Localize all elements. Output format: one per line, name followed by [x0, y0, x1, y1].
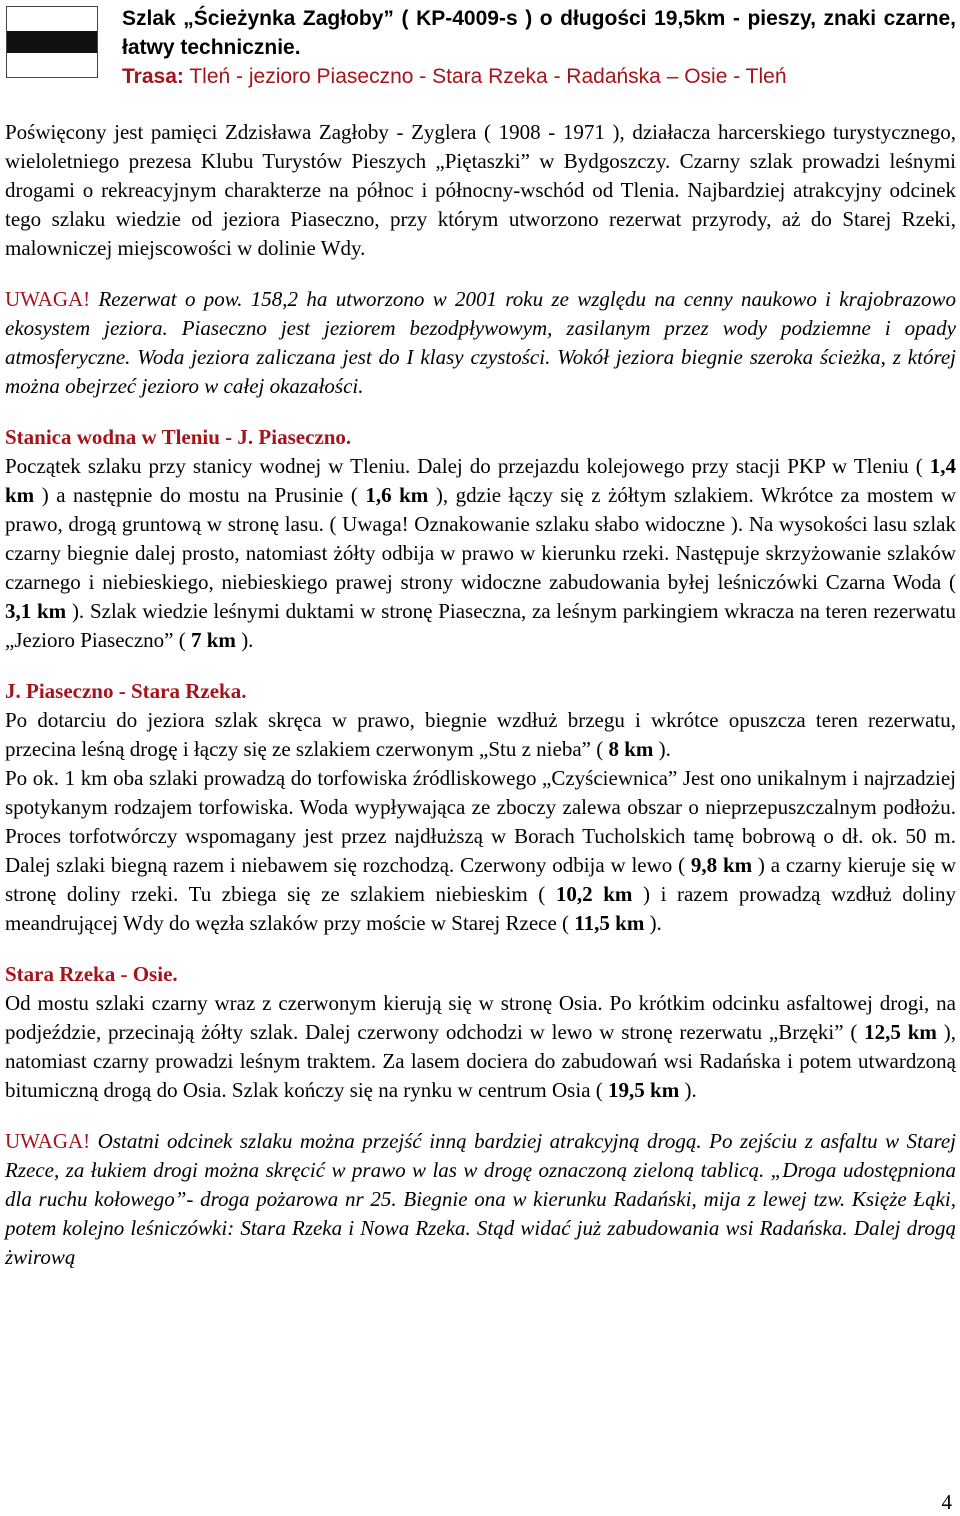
section-text-piaseczno-stara-rzeka-1: Po dotarciu do jeziora szlak skręca w prawo, biegnie wzdłuż brzegu i wkrótce opuszcza teren rezerwatu, przecina leśną drogę i łączy się ze szlakiem czerwonym „Stu z nieba” ( 8 km ).	[5, 708, 956, 761]
section-heading-piaseczno-stara-rzeka: J. Piaseczno - Stara Rzeka.	[5, 679, 247, 703]
distance-1-4km: 1,4 km	[5, 454, 956, 507]
trail-marker-stripe	[7, 31, 97, 53]
section-text-piaseczno-stara-rzeka-2: Po ok. 1 km oba szlaki prowadzą do torfowiska źródliskowego „Czyściewnica” Jest ono unikalnym i najrzadziej spotykanym rodzajem torfowiska. Woda wypływająca ze zboczy zalewa obszar o nieprzepuszczalnym podłożu. Proces torfotwórczy wspomagany jest przez najdłuższą w Borach Tucholskich tamę bobrową o dł. ok. 50 m. Dalej szlaki biegną razem i niebawem się rozchodzą. Czerwony odbija w lewo ( 9,8 km ) a czarny kieruje się w stronę doliny rzeki. Tu zbiega się ze szlakiem niebieskim ( 10,2 km ) i razem prowadzą wzdłuż doliny meandrującej Wdy do węzła szlaków przy moście w Starej Rzece ( 11,5 km ).	[5, 766, 956, 935]
black-trail-marker-icon	[6, 6, 98, 78]
page-number: 4	[941, 1490, 952, 1514]
trail-route	[122, 62, 956, 91]
distance-7km: 7 km	[191, 628, 236, 652]
warning-alternative-route-paragraph	[5, 1127, 956, 1272]
distance-11-5km: 11,5 km	[574, 911, 645, 935]
trail-header	[0, 0, 960, 100]
warning-reserve-paragraph	[5, 285, 956, 401]
section-text-stara-rzeka-osie: Od mostu szlaki czarny wraz z czerwonym kierują się w stronę Osia. Po krótkim odcinku asfaltowej drogi, na podjeździe, przecinają żółty szlak. Dalej czerwony odchodzi w lewo w stronę rezerwatu „Brzęki” ( 12,5 km ), natomiast czarny prowadzi leśnym traktem. Za lasem dociera do zabudowań wsi Radańska i potem utwardzoną bitumiczną drogą do Osia. Szlak kończy się na rynku w centrum Osia ( 19,5 km ).	[5, 991, 956, 1102]
distance-1-6km: 1,6 km	[365, 483, 429, 507]
warning-reserve-text: Rezerwat o pow. 158,2 ha utworzono w 2001 roku ze względu na cenny naukowo i krajobrazowo ekosystem jeziora. Piaseczno jest jeziorem bezodpływowym, zasilanym przez wody podziemne i opady atmosferyczne. Woda jeziora zaliczana jest do I klasy czystości. Wokół jeziora biegnie szeroka ścieżka, z której można obejrzeć jezioro w całej okazałości.	[5, 287, 956, 398]
route-label: Trasa:	[122, 65, 184, 88]
warning-label: UWAGA!	[5, 287, 91, 311]
distance-8km: 8 km	[608, 737, 654, 761]
header-text	[122, 4, 956, 91]
distance-19-5km: 19,5 km	[608, 1078, 680, 1102]
route-text: Tleń - jezioro Piaseczno - Stara Rzeka - Radańska – Osie - Tleń	[183, 65, 787, 88]
warning-label-2: UWAGA!	[5, 1129, 91, 1153]
warning-alternative-text: Ostatni odcinek szlaku można przejść inną bardziej atrakcyjną drogą. Po zejściu z asfaltu w Starej Rzece, za łukiem drogi można skręcić w prawo w las w drogę oznaczoną zieloną tablicą. „Droga udostępniona dla ruchu kołowego”- droga pożarowa nr 25. Biegnie ona w kierunku Radański, mija z lewej tzw. Księże Łąki, potem kolejno leśniczówki: Stara Rzeka i Nowa Rzeka. Stąd widać już zabudowania wsi Radańska. Dalej drogą żwirową	[5, 1129, 956, 1269]
section-text-tlen-piaseczno: Początek szlaku przy stanicy wodnej w Tleniu. Dalej do przejazdu kolejowego przy stacji PKP w Tleniu ( 1,4 km ) a następnie do mostu na Prusinie ( 1,6 km ), gdzie łączy się z żółtym szlakiem. Wkrótce za mostem w prawo, drogą gruntową w stronę lasu. ( Uwaga! Oznakowanie szlaku słabo widoczne ). Na wysokości lasu szlak czarny biegnie dalej prosto, natomiast żółty odbija w prawo w kierunku rzeki. Następuje skrzyżowanie szlaków czarnego i niebieskiego, niebieskiego prawej strony widoczne zabudowania byłej leśniczówki Czarna Woda ( 3,1 km ). Szlak wiedzie leśnymi duktami w stronę Piaseczna, za leśnym parkingiem wkracza na teren rezerwatu „Jezioro Piaseczno” ( 7 km ).	[5, 454, 956, 652]
intro-text-1: Poświęcony jest pamięci Zdzisława Zagłoby - Zyglera ( 1908 - 1971 ), działacza harcerskiego turystycznego, wieloletniego prezesa Klubu Turystów Pieszych „Piętaszki” w Bydgoszczy.	[5, 120, 956, 173]
intro-text-3: Najbardziej atrakcyjny odcinek tego szlaku wiedzie od jeziora Piaseczno, przy którym utworzono rezerwat przyrody, aż do Starej Rzeki, malowniczej miejscowości w dolinie Wdy.	[5, 178, 957, 260]
distance-3-1km: 3,1 km	[5, 599, 67, 623]
section-heading-tlen-piaseczno: Stanica wodna w Tleniu - J. Piaseczno.	[5, 425, 352, 449]
trail-title: Szlak „Ścieżynka Zagłoby” ( KP-4009-s ) o długości 19,5km - pieszy, znaki czarne, łatwy technicznie.	[122, 7, 956, 59]
distance-10-2km: 10,2 km	[555, 882, 633, 906]
intro-paragraph	[5, 118, 956, 263]
section-heading-stara-rzeka-osie: Stara Rzeka - Osie.	[5, 962, 178, 986]
distance-12-5km: 12,5 km	[864, 1020, 937, 1044]
document-body	[5, 118, 956, 1272]
intro-text-2: Czarny szlak prowadzi leśnymi drogami o rekreacyjnym charakterze na północ i północny-wschód od Tlenia.	[5, 149, 957, 202]
distance-9-8km: 9,8 km	[690, 853, 753, 877]
